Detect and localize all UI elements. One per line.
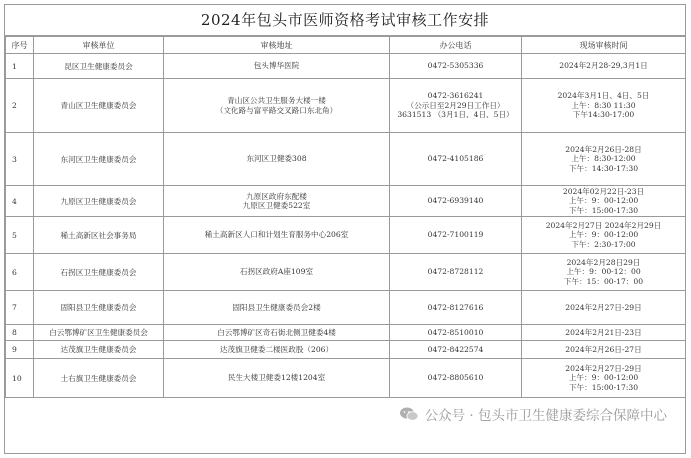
- cell-phone-line: 0472-7100119: [427, 230, 484, 240]
- cell-address-line: 九原区政府东配楼: [246, 191, 307, 201]
- page-title: 2024年包头市医师资格考试审核工作安排: [5, 5, 685, 36]
- cell-address: [164, 341, 390, 359]
- cell-address-line: 白云鄂博矿区奇石街北侧卫健委4楼: [217, 327, 336, 337]
- cell-time-line: 上午：8:30-12:00: [571, 154, 636, 164]
- cell-address: [164, 254, 390, 291]
- table-row: [6, 79, 686, 133]
- cell-address-line: 东河区卫健委308: [246, 154, 307, 164]
- cell-time: [522, 359, 686, 398]
- cell-time-line: 下午14:30-17:00: [572, 110, 635, 120]
- cell-address: [164, 79, 390, 133]
- cell-no: 8: [6, 325, 34, 341]
- cell-no: 1: [6, 54, 34, 79]
- cell-no: 6: [6, 254, 34, 291]
- cell-unit: 昆区卫生健康委员会: [34, 54, 164, 79]
- header-no: 序号: [6, 37, 34, 54]
- watermark: [399, 404, 667, 424]
- cell-address: [164, 54, 390, 79]
- cell-time-line: 下午：15:00-17:30: [568, 205, 639, 215]
- cell-phone-line: 0472-8805610: [427, 373, 484, 383]
- cell-unit: 石拐区卫生健康委员会: [34, 254, 164, 291]
- cell-no: 10: [6, 359, 34, 398]
- table-row: [6, 217, 686, 254]
- cell-phone-line: 0472-8127616: [427, 302, 484, 312]
- cell-address: [164, 133, 390, 186]
- cell-time: [522, 133, 686, 186]
- footer-area: [5, 398, 685, 438]
- cell-time: [522, 54, 686, 79]
- cell-no: 3: [6, 133, 34, 186]
- cell-time-line: 2024年2月28日29日: [566, 257, 641, 267]
- cell-address-line: 达茂旗卫健委二楼医政股（206）: [219, 344, 334, 354]
- cell-time-line: 2024年3月1日、4日、5日: [557, 91, 650, 101]
- cell-time-line: 下午：15：00-17：00: [563, 276, 644, 286]
- cell-time-line: 下午：14:30-17:30: [568, 163, 639, 173]
- cell-time: [522, 254, 686, 291]
- cell-phone: [390, 341, 522, 359]
- cell-phone: [390, 217, 522, 254]
- cell-time-line: 2024年02月22日-23日: [562, 186, 645, 196]
- cell-time: [522, 79, 686, 133]
- table-row: [6, 341, 686, 359]
- table-row: [6, 133, 686, 186]
- cell-phone: [390, 133, 522, 186]
- cell-address-line: 民生大楼卫健委12楼1204室: [227, 373, 326, 383]
- header-unit: 审核单位: [34, 37, 164, 54]
- cell-phone: [390, 359, 522, 398]
- table-body: [6, 54, 686, 398]
- cell-time: [522, 186, 686, 217]
- cell-phone: [390, 54, 522, 79]
- cell-phone-line: 0472-3616241: [427, 91, 484, 101]
- cell-phone: [390, 254, 522, 291]
- cell-phone-line: 0472-8510010: [427, 327, 484, 337]
- watermark-text: 公众号 · 包头市卫生健康委综合保障中心: [424, 408, 667, 424]
- cell-time-line: 上午：9：00-12：00: [566, 267, 641, 277]
- cell-no: 7: [6, 291, 34, 325]
- cell-no: 2: [6, 79, 34, 133]
- cell-address: [164, 359, 390, 398]
- cell-address-line: 稀土高新区人口和计划生育服务中心206室: [204, 230, 349, 240]
- cell-unit: 东河区卫生健康委员会: [34, 133, 164, 186]
- header-time: 现场审核时间: [522, 37, 686, 54]
- cell-time-line: 上午：9：00-12:00: [568, 373, 639, 383]
- cell-time: [522, 217, 686, 254]
- cell-unit: 九原区卫生健康委员会: [34, 186, 164, 217]
- table-row: [6, 54, 686, 79]
- cell-address-line: 青山区公共卫生服务大楼一楼: [227, 96, 326, 105]
- cell-unit: 达茂旗卫生健康委员会: [34, 341, 164, 359]
- cell-address-line: 石拐区政府A座109室: [239, 267, 314, 277]
- cell-unit: 稀土高新区社会事务局: [34, 217, 164, 254]
- cell-time-line: 2024年2月27日-29日: [565, 363, 642, 373]
- table-row: [6, 291, 686, 325]
- cell-phone: [390, 291, 522, 325]
- cell-address-line: 包头博华医院: [253, 61, 300, 71]
- cell-address: [164, 325, 390, 341]
- cell-phone-line: 0472-5305336: [427, 61, 484, 71]
- cell-address-line: （文化路与富平路交叉路口东北角）: [215, 105, 338, 115]
- cell-time-line: 上午：9：00-12:00: [568, 230, 639, 240]
- wechat-icon: [399, 407, 419, 421]
- cell-time-line: 下午：2:30-17:00: [571, 239, 636, 249]
- header-address: 审核地址: [164, 37, 390, 54]
- schedule-table: [5, 36, 686, 398]
- cell-address: [164, 291, 390, 325]
- cell-time-line: 上午：8:30 11:30: [571, 100, 636, 110]
- cell-no: 5: [6, 217, 34, 254]
- schedule-sheet: [4, 4, 686, 454]
- cell-time-line: 下午：15:00-17:30: [568, 382, 639, 392]
- cell-time-line: 2024年2月27日-29日: [565, 302, 642, 312]
- cell-address: [164, 186, 390, 217]
- cell-time-line: 上午：9：00-12:00: [568, 196, 639, 206]
- cell-unit: 土右旗卫生健康委员会: [34, 359, 164, 398]
- cell-time: [522, 325, 686, 341]
- header-phone: 办公电话: [390, 37, 522, 54]
- cell-unit: 青山区卫生健康委员会: [34, 79, 164, 133]
- cell-phone: [390, 186, 522, 217]
- table-row: [6, 254, 686, 291]
- cell-time-line: 2024年2月27日 2024年2月29日: [545, 220, 662, 230]
- cell-time-line: 2024年2月28-29,3月1日: [559, 61, 648, 71]
- cell-no: 9: [6, 341, 34, 359]
- cell-address: [164, 217, 390, 254]
- cell-phone-line: 0472-6939140: [427, 196, 484, 206]
- cell-phone: [390, 79, 522, 133]
- cell-address-line: 固阳县卫生健康委员会2楼: [232, 302, 321, 312]
- cell-no: 4: [6, 186, 34, 217]
- cell-unit: 白云鄂博矿区卫生健康委员会: [34, 325, 164, 341]
- cell-unit: 固阳县卫生健康委员会: [34, 291, 164, 325]
- cell-phone: [390, 325, 522, 341]
- cell-phone-line: 0472-8728112: [427, 267, 484, 277]
- cell-phone-line: 0472-8422574: [427, 344, 484, 354]
- table-row: [6, 325, 686, 341]
- cell-phone-line: 0472-4105186: [427, 154, 484, 164]
- cell-address-line: 九原区卫健委522室: [242, 201, 311, 210]
- table-row: [6, 186, 686, 217]
- cell-phone-line: （公示日至2月29日工作日）: [406, 100, 505, 110]
- cell-time-line: 2024年2月26日-28日: [565, 144, 642, 154]
- cell-phone-line: 3631513 （3月1日、4日、5日）: [397, 110, 514, 120]
- table-row: [6, 359, 686, 398]
- cell-time-line: 2024年2月21日-23日: [565, 327, 642, 337]
- table-header-row: [6, 37, 686, 54]
- cell-time: [522, 291, 686, 325]
- cell-time-line: 2024年2月26日-27日: [565, 344, 642, 354]
- cell-time: [522, 341, 686, 359]
